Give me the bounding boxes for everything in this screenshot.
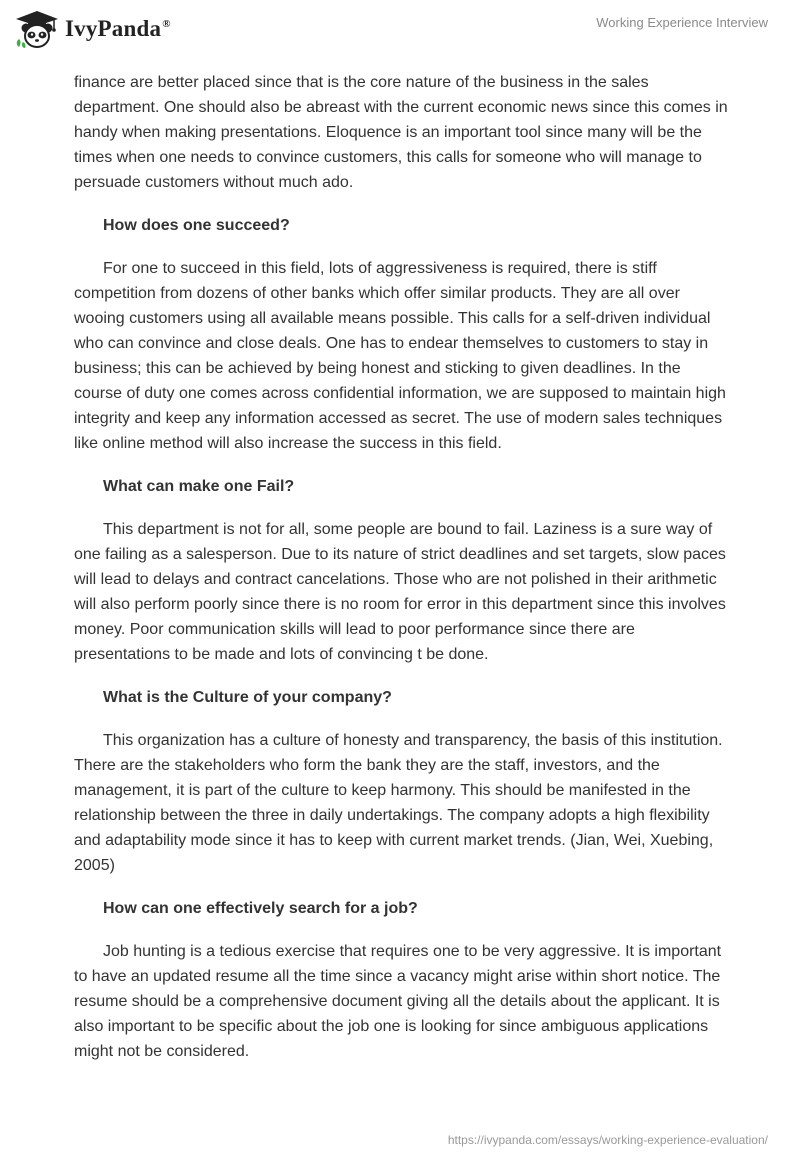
section-heading-job-search: How can one effectively search for a job? xyxy=(103,900,418,917)
intro-paragraph: finance are better placed since that is the core nature of the business in the sales department. One should also be abreast with the current economic news since this comes in handy when making presentations. Eloquence is an important tool since many will be the times when one needs to convince customers, this calls for someone who will manage to persuade customers without much ado. xyxy=(74,74,728,191)
section-heading-succeed: How does one succeed? xyxy=(103,217,290,234)
panda-graduate-icon xyxy=(14,9,60,49)
ivypanda-logo[interactable] xyxy=(14,9,171,49)
page-header xyxy=(0,0,800,60)
section-heading-culture: What is the Culture of your company? xyxy=(103,689,392,706)
source-url-link[interactable]: https://ivypanda.com/essays/working-experience-evaluation/ xyxy=(447,1133,768,1147)
section-paragraph-fail: This department is not for all, some people are bound to fail. Laziness is a sure way of one failing as a salesperson. Due to its nature of strict deadlines and set targets, slow paces will lead to delays and contract cancelations. Those who are not polished in their arithmetic will also perform poorly since there is no room for error in this department since this involves money. Poor communication skills will lead to poor performance since there are presentations to be made and lots of convincing t be done. xyxy=(74,521,726,663)
brand-name: IvyPanda® xyxy=(65,16,171,41)
document-title: Working Experience Interview xyxy=(596,15,768,30)
essay-body xyxy=(74,70,730,1082)
section-paragraph-culture: This organization has a culture of honesty and transparency, the basis of this institution. There are the stakeholders who form the bank they are the staff, investors, and the management, it is part of the culture to keep harmony. This should be manifested in the relationship between the three in daily undertakings. The company adopts a high flexibility and adaptability mode since it has to keep with current market trends. (Jian, Wei, Xuebing, 2005) xyxy=(74,732,723,874)
section-paragraph-job-search: Job hunting is a tedious exercise that requires one to be very aggressive. It is important to have an updated resume all the time since a vacancy might arise within short notice. The resume should be a comprehensive document giving all the details about the applicant. It is also important to be specific about the job one is looking for since ambiguous applications might not be considered. xyxy=(74,943,722,1060)
section-paragraph-succeed: For one to succeed in this field, lots of aggressiveness is required, there is stiff competition from dozens of other banks which offer similar products. They are all over wooing customers using all available means possible. This calls for a self-driven individual who can convince and close deals. One has to endear themselves to customers to stay in business; this can be achieved by being honest and sticking to given deadlines. In the course of duty one comes across confidential information, we are supposed to maintain high integrity and keep any information accessed as secret. The use of modern sales techniques like online method will also increase the success in this field. xyxy=(74,260,726,452)
section-heading-fail: What can make one Fail? xyxy=(103,478,295,495)
